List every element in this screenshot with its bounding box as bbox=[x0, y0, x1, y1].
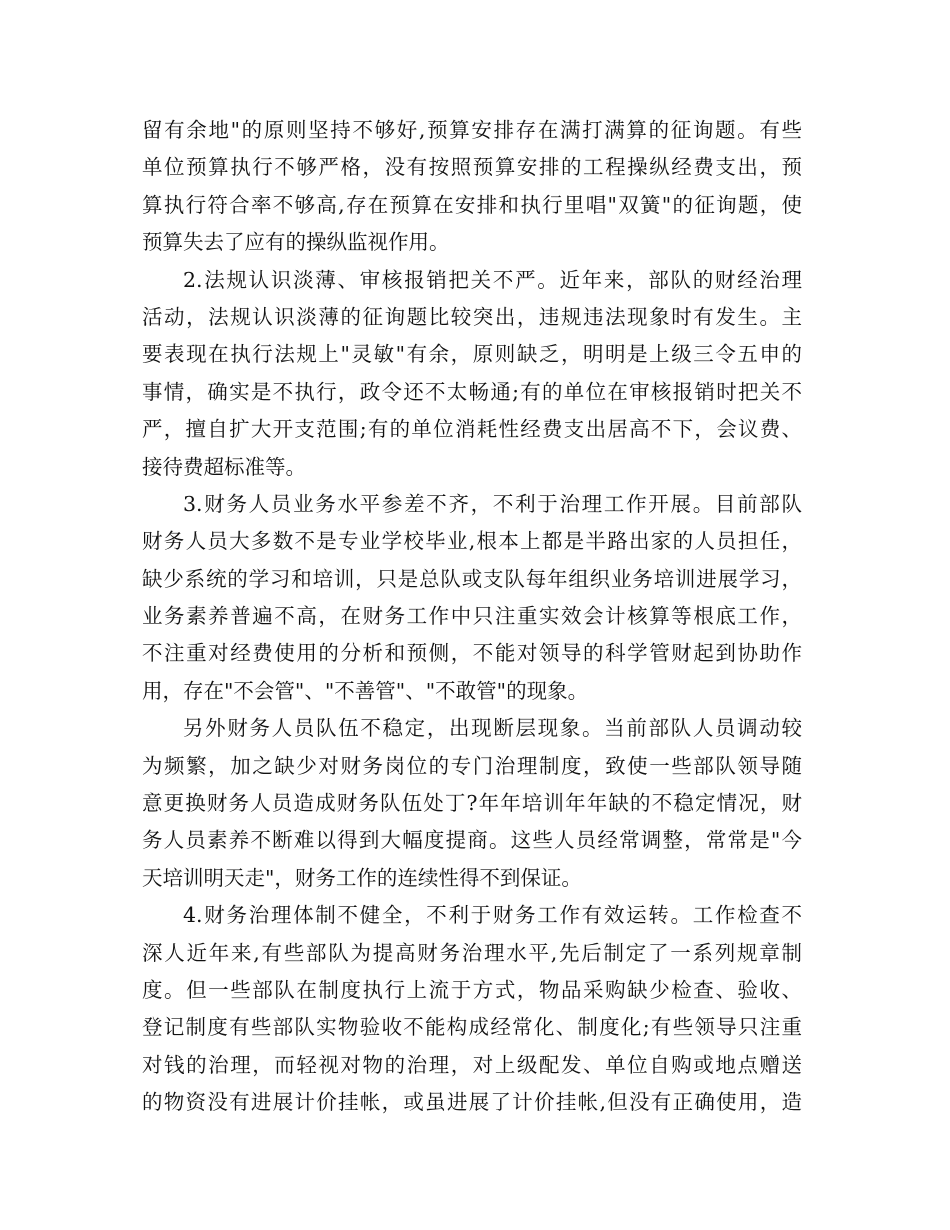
body-text bbox=[142, 112, 802, 1122]
text-line: 算执行符合率不够高,存在预算在安排和执行里唱"双簧"的征询题，使 bbox=[142, 192, 802, 217]
text-line: 为频繁，加之缺少对财务岗位的专门治理制度，致使一些部队领导随 bbox=[142, 753, 802, 778]
text-line: 务人员素养不断难以得到大幅度提商。这些人员经常调整，常常是"今 bbox=[142, 828, 802, 853]
text-line: 要表现在执行法规上"灵敏"有余，原则缺乏，明明是上级三令五申的 bbox=[142, 342, 802, 367]
text-line: 4.财务治理体制不健全，不利于财务工作有效运转。工作检查不 bbox=[183, 903, 802, 928]
text-line: 深人近年来,有些部队为提高财务治理水平,先后制定了一系列规章制 bbox=[142, 940, 802, 965]
text-line: 预算失去了应有的操纵监视作用。 bbox=[142, 230, 450, 255]
text-line: 业务素养普遍不高，在财务工作中只注重实效会计核算等根底工作， bbox=[142, 604, 802, 629]
text-line: 另外财务人员队伍不稳定，出现断层现象。当前部队人员调动较 bbox=[183, 716, 802, 741]
text-line: 用，存在"不会管"、"不善管"、"不敢管"的现象。 bbox=[142, 678, 589, 703]
text-line: 单位预算执行不够严格，没有按照预算安排的工程操纵经费支出，预 bbox=[142, 155, 802, 180]
text-line: 财务人员大多数不是专业学校毕业,根本上都是半路出家的人员担任， bbox=[142, 529, 802, 554]
text-line: 不注重对经费使用的分析和预侧，不能对领导的科学管财起到协助作 bbox=[142, 641, 802, 666]
text-line: 的物资没有进展计价挂帐，或虽进展了计价挂帐,但没有正确使用，造 bbox=[142, 1090, 802, 1115]
text-line: 登记制度有些部队实物验收不能构成经常化、制度化;有些领导只注重 bbox=[142, 1015, 802, 1040]
text-line: 3.财务人员业务水平参差不齐，不利于治理工作开展。目前部队 bbox=[183, 491, 802, 516]
text-line: 严，擅自扩大开支范围;有的单位消耗性经费支出居高不下，会议费、 bbox=[142, 417, 802, 442]
text-line: 意更换财务人员造成财务队伍处丁?年年培训年年缺的不稳定情况，财 bbox=[142, 791, 802, 816]
text-line: 缺少系统的学习和培训，只是总队或支队每年组织业务培训进展学习， bbox=[142, 566, 802, 591]
text-line: 活动，法规认识淡薄的征询题比较突出，违规违法现象时有发生。主 bbox=[142, 304, 802, 329]
text-line: 度。但一些部队在制度执行上流于方式，物品采购缺少检查、验收、 bbox=[142, 977, 802, 1002]
text-line: 2.法规认识淡薄、审核报销把关不严。近年来，部队的财经治理 bbox=[183, 267, 802, 292]
text-line: 对钱的治理，而轻视对物的治理，对上级配发、单位自购或地点赠送 bbox=[142, 1052, 802, 1077]
text-line: 事情，确实是不执行，政令还不太畅通;有的单位在审核报销时把关不 bbox=[142, 379, 802, 404]
text-line: 留有余地"的原则坚持不够好,预算安排存在满打满算的征询题。有些 bbox=[142, 118, 802, 142]
text-line: 天培训明天走"，财务工作的连续性得不到保证。 bbox=[142, 865, 582, 890]
text-line: 接待费超标准等。 bbox=[142, 454, 306, 479]
